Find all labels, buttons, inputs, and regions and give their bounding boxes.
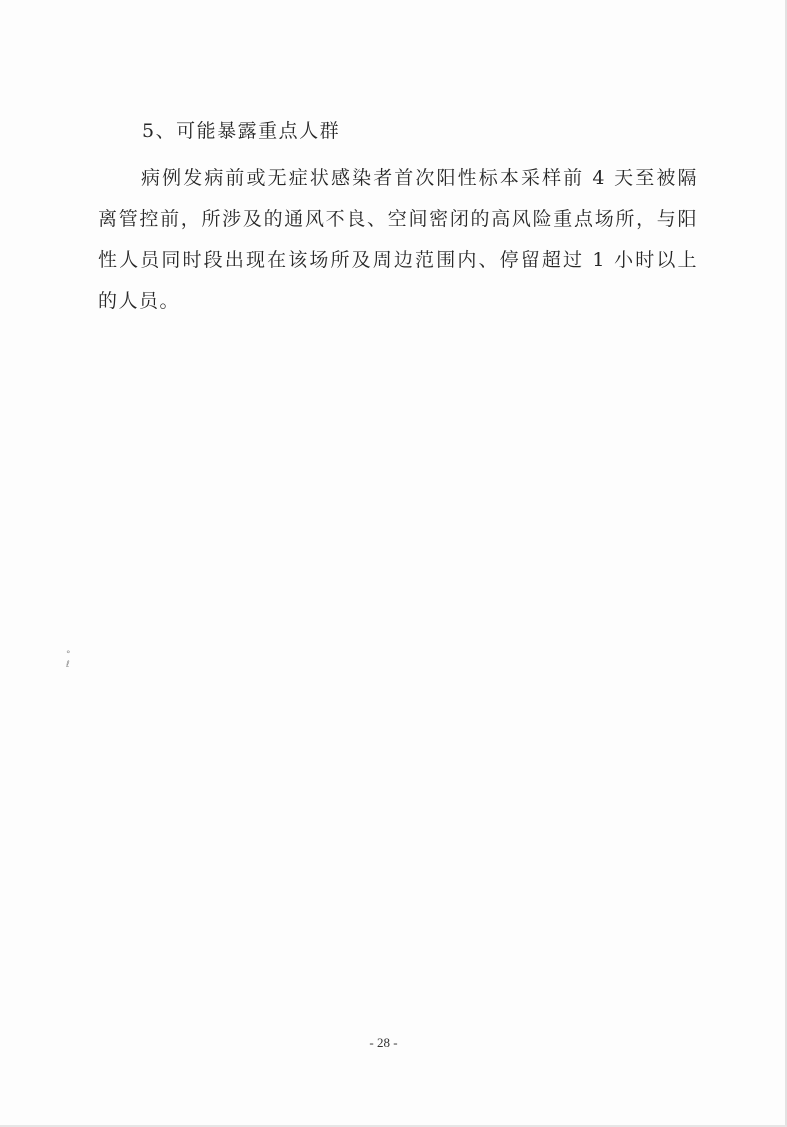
body-paragraph: 病例发病前或无症状感染者首次阳性标本采样前 4 天至被隔离管控前，所涉及的通风不良、空间密闭的高风险重点场所，与阳性人员同时段出现在该场所及周边范围内、停留超过 1 小时以上的人员。 <box>98 167 698 312</box>
scan-speck-mark: ° ℓ <box>66 650 71 670</box>
page-number: - 28 - <box>369 1035 398 1050</box>
section-heading: 5、可能暴露重点人群 <box>142 120 341 142</box>
